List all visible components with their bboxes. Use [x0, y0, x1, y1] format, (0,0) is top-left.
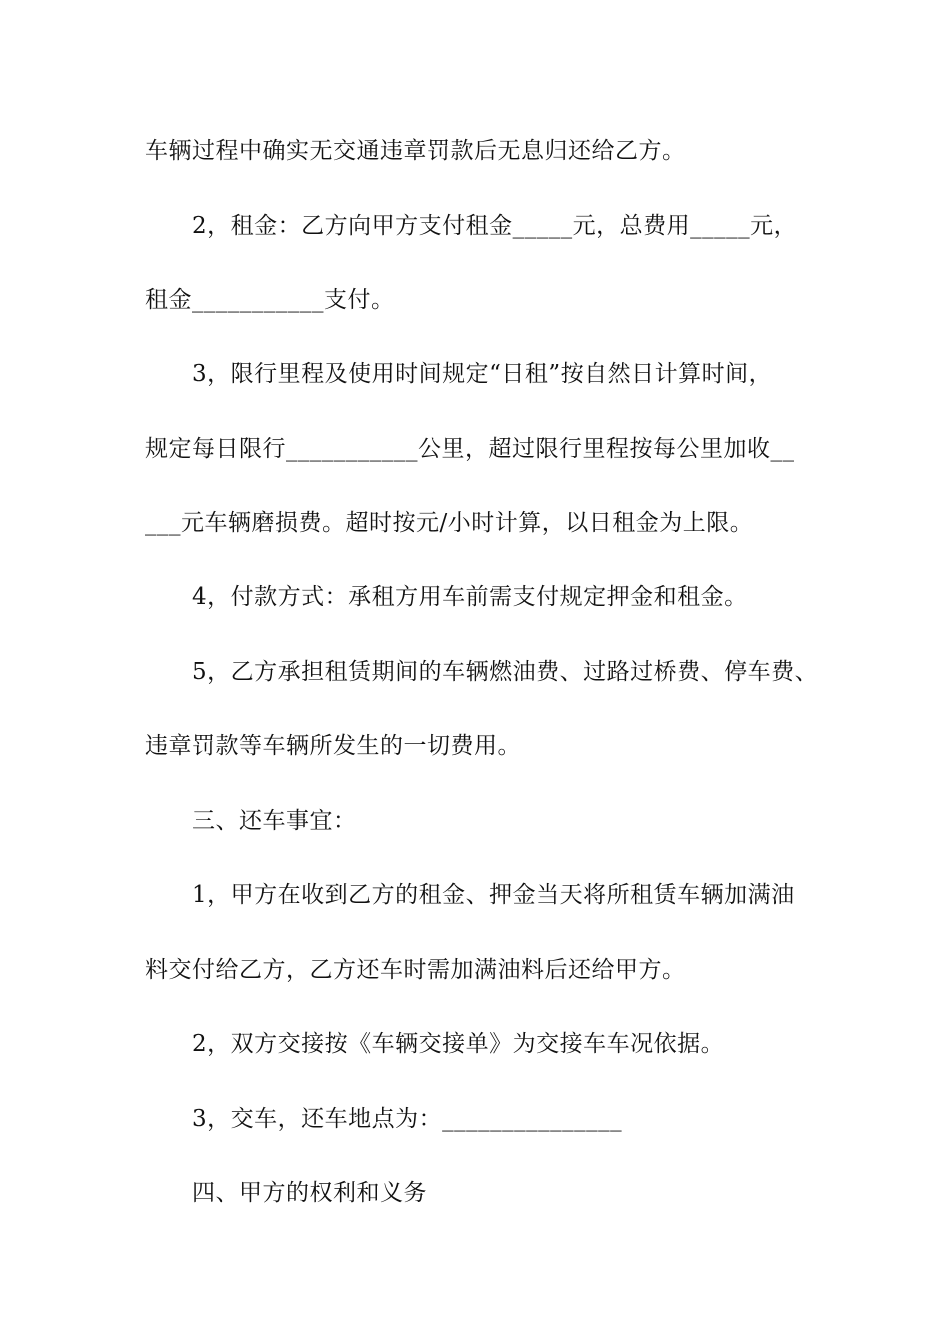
- paragraph-line: 4，付款方式：承租方用车前需支付规定押金和租金。: [192, 584, 748, 610]
- paragraph-line: 5，乙方承担租赁期间的车辆燃油费、过路过桥费、停车费、: [192, 659, 819, 685]
- paragraph-line: 租金___________支付。: [145, 287, 395, 313]
- section-heading: 三、还车事宜：: [192, 808, 357, 834]
- section-heading: 四、甲方的权利和义务: [192, 1180, 427, 1206]
- paragraph-line: 料交付给乙方，乙方还车时需加满油料后还给甲方。: [145, 957, 686, 983]
- paragraph-line: 3，交车，还车地点为：_______________: [192, 1106, 623, 1132]
- paragraph-line: 2，租金：乙方向甲方支付租金_____元，总费用_____元，: [192, 213, 798, 239]
- paragraph-line: 1，甲方在收到乙方的租金、押金当天将所租赁车辆加满油: [192, 882, 795, 908]
- paragraph-line: 规定每日限行___________公里，超过限行里程按每公里加收__: [145, 436, 795, 462]
- paragraph-line: 2，双方交接按《车辆交接单》为交接车车况依据。: [192, 1031, 725, 1057]
- paragraph-line: 违章罚款等车辆所发生的一切费用。: [145, 733, 521, 759]
- paragraph-line: 3，限行里程及使用时间规定“日租”按自然日计算时间，: [192, 361, 773, 387]
- paragraph-line: 车辆过程中确实无交通违章罚款后无息归还给乙方。: [145, 138, 686, 164]
- paragraph-line: ___元车辆磨损费。超时按元/小时计算，以日租金为上限。: [145, 510, 754, 536]
